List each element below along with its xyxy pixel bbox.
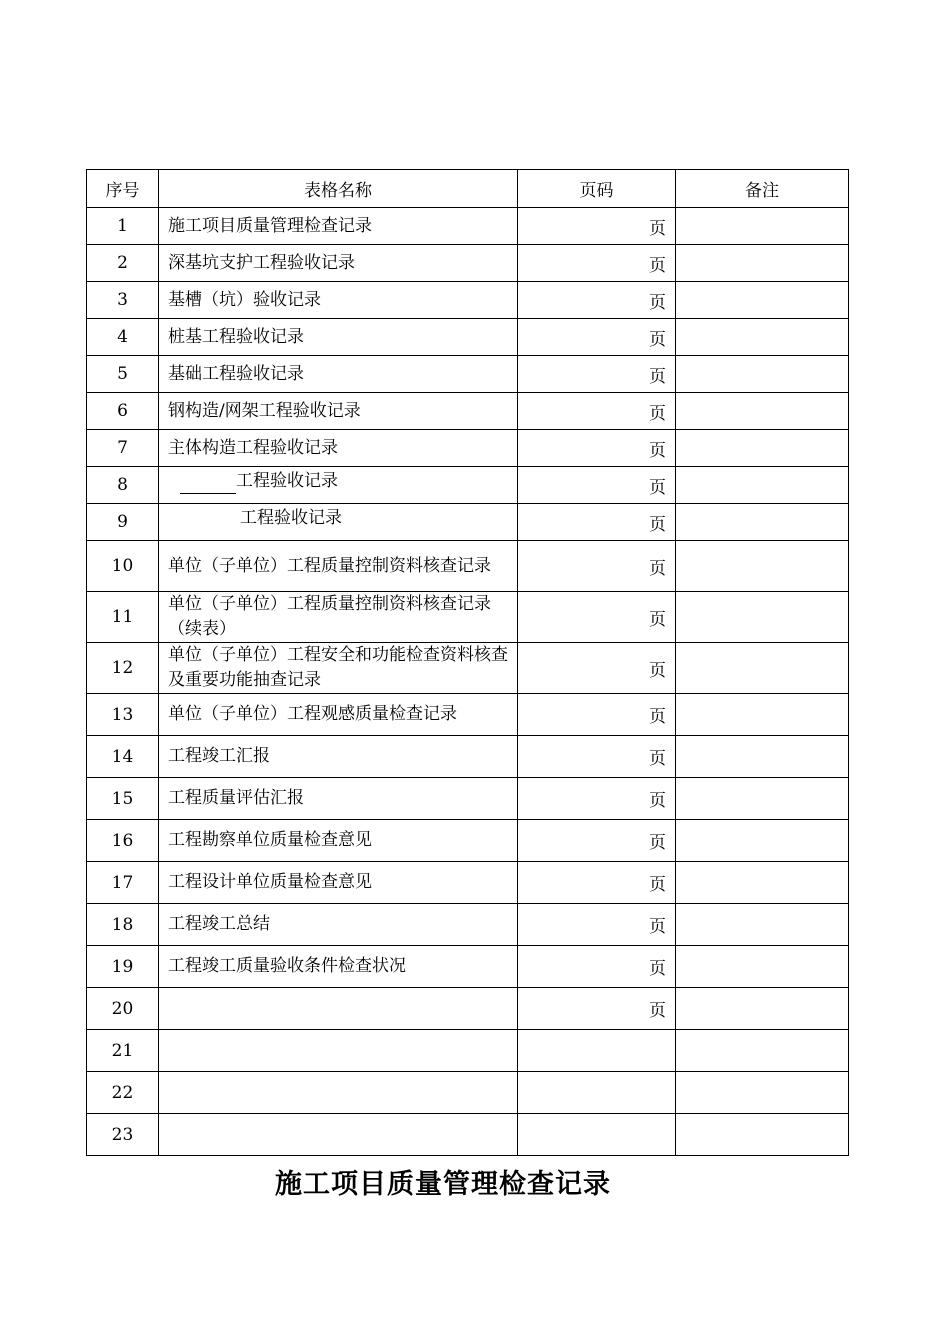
row-page-number: 页 <box>518 736 676 778</box>
row-serial-number: 1 <box>87 208 159 245</box>
row-remarks <box>676 946 849 988</box>
row-remarks <box>676 643 849 694</box>
row-page-number: 页 <box>518 282 676 319</box>
table-row <box>87 778 849 820</box>
row-page-number: 页 <box>518 862 676 904</box>
row-remarks <box>676 904 849 946</box>
form-index-table <box>86 169 849 1156</box>
row-form-name: 主体构造工程验收记录 <box>159 430 518 467</box>
row-form-name: 基槽（坑）验收记录 <box>159 282 518 319</box>
table-row <box>87 282 849 319</box>
row-remarks <box>676 504 849 541</box>
table-row <box>87 1072 849 1114</box>
table-header-row <box>87 170 849 208</box>
row-page-number: 页 <box>518 592 676 643</box>
row-page-number: 页 <box>518 208 676 245</box>
table-row <box>87 592 849 643</box>
row-remarks <box>676 820 849 862</box>
row-serial-number: 2 <box>87 245 159 282</box>
table-row <box>87 1114 849 1156</box>
table-row <box>87 541 849 592</box>
row-form-name: 基础工程验收记录 <box>159 356 518 393</box>
row-page-number: 页 <box>518 643 676 694</box>
row-remarks <box>676 245 849 282</box>
table-row <box>87 356 849 393</box>
row-serial-number: 18 <box>87 904 159 946</box>
row-form-name: 单位（子单位）工程观感质量检查记录 <box>159 694 518 736</box>
row-form-name <box>159 1030 518 1072</box>
row-page-number: 页 <box>518 504 676 541</box>
header-serial-number: 序号 <box>87 170 159 208</box>
header-page-number: 页码 <box>518 170 676 208</box>
row-serial-number: 5 <box>87 356 159 393</box>
row-page-number: 页 <box>518 245 676 282</box>
row-remarks <box>676 736 849 778</box>
document-title: 施工项目质量管理检查记录 <box>275 1169 611 1200</box>
row-form-name <box>159 988 518 1030</box>
row-page-number: 页 <box>518 319 676 356</box>
row-serial-number: 23 <box>87 1114 159 1156</box>
row-serial-number: 4 <box>87 319 159 356</box>
table-row <box>87 862 849 904</box>
row-form-name: 单位（子单位）工程安全和功能检查资料核查及重要功能抽查记录 <box>159 643 518 694</box>
table-row <box>87 820 849 862</box>
row-remarks <box>676 1114 849 1156</box>
row-remarks <box>676 592 849 643</box>
row-page-number: 页 <box>518 541 676 592</box>
row-remarks <box>676 778 849 820</box>
row-serial-number: 20 <box>87 988 159 1030</box>
row-form-name: 深基坑支护工程验收记录 <box>159 245 518 282</box>
row-remarks <box>676 1030 849 1072</box>
table-row <box>87 245 849 282</box>
row-remarks <box>676 282 849 319</box>
row-remarks <box>676 393 849 430</box>
row-remarks <box>676 430 849 467</box>
row-serial-number: 9 <box>87 504 159 541</box>
row-remarks <box>676 988 849 1030</box>
row-form-name: 工程竣工质量验收条件检查状况 <box>159 946 518 988</box>
row-form-name: 桩基工程验收记录 <box>159 319 518 356</box>
row-form-name: 单位（子单位）工程质量控制资料核查记录（续表） <box>159 592 518 643</box>
row-serial-number: 16 <box>87 820 159 862</box>
row-form-name <box>159 1114 518 1156</box>
row-form-name-text: 工程验收记录 <box>236 470 338 491</box>
row-form-name: 工程勘察单位质量检查意见 <box>159 820 518 862</box>
row-page-number: 页 <box>518 393 676 430</box>
row-serial-number: 19 <box>87 946 159 988</box>
row-page-number: 页 <box>518 820 676 862</box>
row-page-number: 页 <box>518 778 676 820</box>
row-remarks <box>676 694 849 736</box>
row-serial-number: 7 <box>87 430 159 467</box>
row-form-name: 施工项目质量管理检查记录 <box>159 208 518 245</box>
table-row <box>87 946 849 988</box>
table-row <box>87 643 849 694</box>
row-form-name: 工程竣工汇报 <box>159 736 518 778</box>
table-row <box>87 504 849 541</box>
row-form-name: 钢构造/网架工程验收记录 <box>159 393 518 430</box>
row-remarks <box>676 1072 849 1114</box>
row-form-name <box>159 1072 518 1114</box>
row-form-name-text: 工程验收记录 <box>240 507 342 528</box>
row-form-name: 工程质量评估汇报 <box>159 778 518 820</box>
row-serial-number: 12 <box>87 643 159 694</box>
row-serial-number: 17 <box>87 862 159 904</box>
row-page-number: 页 <box>518 430 676 467</box>
row-remarks <box>676 208 849 245</box>
header-form-name: 表格名称 <box>159 170 518 208</box>
table-row <box>87 694 849 736</box>
row-remarks <box>676 319 849 356</box>
row-form-name: 单位（子单位）工程质量控制资料核查记录 <box>159 541 518 592</box>
row-serial-number: 8 <box>87 467 159 504</box>
row-form-name: 工程设计单位质量检查意见 <box>159 862 518 904</box>
table-row <box>87 208 849 245</box>
table-row <box>87 467 849 504</box>
row-serial-number: 11 <box>87 592 159 643</box>
row-serial-number: 3 <box>87 282 159 319</box>
fill-in-blank-line <box>180 493 236 494</box>
table-row <box>87 430 849 467</box>
row-serial-number: 6 <box>87 393 159 430</box>
table-row <box>87 319 849 356</box>
row-serial-number: 10 <box>87 541 159 592</box>
table-row <box>87 988 849 1030</box>
row-serial-number: 15 <box>87 778 159 820</box>
row-form-name: 工程竣工总结 <box>159 904 518 946</box>
row-serial-number: 21 <box>87 1030 159 1072</box>
header-remarks: 备注 <box>676 170 849 208</box>
row-page-number <box>518 1072 676 1114</box>
row-form-name <box>159 467 518 504</box>
row-remarks <box>676 862 849 904</box>
row-page-number: 页 <box>518 988 676 1030</box>
row-form-name <box>159 504 518 541</box>
row-page-number: 页 <box>518 467 676 504</box>
row-page-number: 页 <box>518 356 676 393</box>
row-serial-number: 13 <box>87 694 159 736</box>
row-serial-number: 22 <box>87 1072 159 1114</box>
row-remarks <box>676 541 849 592</box>
table-row <box>87 393 849 430</box>
row-serial-number: 14 <box>87 736 159 778</box>
table-row <box>87 904 849 946</box>
row-remarks <box>676 356 849 393</box>
table-row <box>87 1030 849 1072</box>
row-page-number: 页 <box>518 694 676 736</box>
row-page-number <box>518 1030 676 1072</box>
row-remarks <box>676 467 849 504</box>
row-page-number: 页 <box>518 904 676 946</box>
row-page-number <box>518 1114 676 1156</box>
row-page-number: 页 <box>518 946 676 988</box>
table-row <box>87 736 849 778</box>
